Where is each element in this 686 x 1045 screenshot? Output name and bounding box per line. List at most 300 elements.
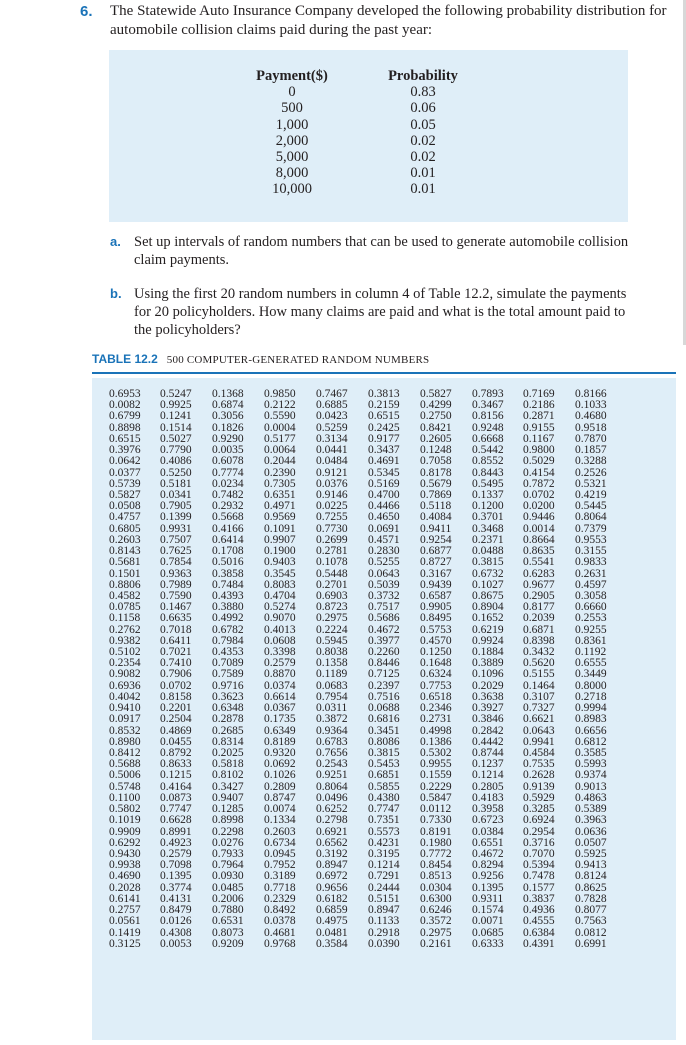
table-cell: 0.5151 — [368, 892, 400, 905]
table-cell: 0.2397 — [368, 679, 400, 692]
table-cell: 0.6799 — [109, 410, 141, 423]
table-cell: 0.3155 — [575, 545, 607, 558]
table-cell: 0.2044 — [264, 455, 296, 468]
table-cell: 0.2757 — [109, 904, 141, 917]
table-cell: 0.8983 — [575, 713, 607, 726]
table-cell: 0.3638 — [472, 690, 504, 703]
table-cell: 0.8635 — [523, 545, 555, 558]
table-cell: 0.6812 — [575, 735, 607, 748]
table-cell: 0.5389 — [575, 803, 607, 816]
table-cell: 0.0691 — [368, 522, 400, 535]
table-cell: 0.0074 — [264, 803, 296, 816]
table-cell: 0.5453 — [368, 758, 400, 771]
table-cell: 0.2762 — [109, 623, 141, 636]
table-cell: 0.0455 — [160, 735, 192, 748]
table-cell: 0.0441 — [316, 444, 348, 457]
table-cell: 0.4691 — [368, 455, 400, 468]
table-cell: 0.3872 — [316, 713, 348, 726]
table-cell: 0.4466 — [368, 500, 400, 513]
table-cell: 0.3623 — [212, 690, 244, 703]
table-cell: 0.6668 — [472, 432, 504, 445]
table-cell: 0.5118 — [420, 500, 452, 513]
probability-distribution-table — [109, 50, 628, 222]
table-cell: 0.3976 — [109, 444, 141, 457]
table-cell: 0.7089 — [212, 657, 244, 670]
table-cell: 0.0683 — [316, 679, 348, 692]
table-cell: 0.5016 — [212, 556, 244, 569]
table-cell: 0.1215 — [160, 769, 192, 782]
table-cell: 0.7351 — [368, 814, 400, 827]
table-cell: 0.0812 — [575, 926, 607, 939]
table-cell: 0.0367 — [264, 702, 296, 715]
table-cell: 0.0082 — [109, 399, 141, 412]
table-cell: 0.4308 — [160, 926, 192, 939]
table-cell: 0.4700 — [368, 488, 400, 501]
table-cell: 0.3189 — [264, 870, 296, 883]
table-cell: 0.5993 — [575, 758, 607, 771]
table-cell: 0.0341 — [160, 488, 192, 501]
probability-value: 0.06 — [410, 100, 436, 117]
table-cell: 0.8064 — [316, 780, 348, 793]
table-cell: 0.9716 — [212, 679, 244, 692]
table-cell: 0.7747 — [160, 803, 192, 816]
table-cell: 0.6921 — [316, 825, 348, 838]
table-cell: 0.4998 — [420, 724, 452, 737]
table-cell: 0.2603 — [109, 533, 141, 546]
table-cell: 0.9909 — [109, 825, 141, 838]
table-cell: 0.2781 — [316, 545, 348, 558]
table-cell: 0.4299 — [420, 399, 452, 412]
table-cell: 0.7905 — [160, 500, 192, 513]
table-cell: 0.3813 — [368, 388, 400, 400]
table-cell: 0.4681 — [264, 926, 296, 939]
table-cell: 0.8870 — [264, 668, 296, 681]
table-cell: 0.1900 — [264, 545, 296, 558]
table-cell: 0.6182 — [316, 892, 348, 905]
table-cell: 0.1200 — [472, 500, 504, 513]
table-cell: 0.5181 — [160, 477, 192, 490]
table-row — [92, 815, 676, 826]
table-cell: 0.6734 — [264, 836, 296, 849]
table-cell: 0.6656 — [575, 724, 607, 737]
table-cell: 0.2543 — [316, 758, 348, 771]
table-cell: 0.2186 — [523, 399, 555, 412]
table-cell: 0.9411 — [420, 522, 452, 535]
table-cell: 0.7880 — [212, 904, 244, 917]
table-cell: 0.5255 — [368, 556, 400, 569]
table-cell: 0.6351 — [264, 488, 296, 501]
table-cell: 0.3432 — [523, 646, 555, 659]
table-cell: 0.9924 — [472, 634, 504, 647]
table-cell: 0.8064 — [575, 511, 607, 524]
table-cell: 0.7018 — [160, 623, 192, 636]
table-cell: 0.1241 — [160, 410, 192, 423]
table-cell: 0.7169 — [523, 388, 555, 400]
table-cell: 0.2750 — [420, 410, 452, 423]
table-cell: 0.9413 — [575, 859, 607, 872]
table-cell: 0.6414 — [212, 533, 244, 546]
table-cell: 0.7954 — [316, 690, 348, 703]
table-cell: 0.1501 — [109, 567, 141, 580]
table-cell: 0.1395 — [472, 881, 504, 894]
table-cell: 0.6885 — [316, 399, 348, 412]
table-cell: 0.9768 — [264, 937, 296, 950]
table-cell: 0.3195 — [368, 847, 400, 860]
table-cell: 0.1133 — [368, 915, 400, 928]
table-cell: 0.5027 — [160, 432, 192, 445]
part-b-text: Using the first 20 random numbers in column 4 of Table 12.2, simulate the payments for 20 policyholders. How many claims are paid and what is the total amount paid to the policyholders? — [134, 286, 627, 338]
table-cell: 0.0561 — [109, 915, 141, 928]
table-cell: 0.7516 — [368, 690, 400, 703]
table-cell: 0.2444 — [368, 881, 400, 894]
table-cell: 0.0053 — [160, 937, 192, 950]
table-cell: 0.1559 — [420, 769, 452, 782]
table-cell: 0.0004 — [264, 421, 296, 434]
table-cell: 0.7517 — [368, 601, 400, 614]
table-cell: 0.3427 — [212, 780, 244, 793]
table-cell: 0.4584 — [523, 747, 555, 759]
table-cell: 0.7590 — [160, 589, 192, 602]
table-cell: 0.9070 — [264, 612, 296, 625]
table-cell: 0.4393 — [212, 589, 244, 602]
table-cell: 0.7327 — [523, 702, 555, 715]
table-cell: 0.6587 — [420, 589, 452, 602]
table-cell: 0.8086 — [368, 735, 400, 748]
table-cell: 0.3837 — [523, 892, 555, 905]
table-cell: 0.2122 — [264, 399, 296, 412]
table-cell: 0.8792 — [160, 747, 192, 759]
table-cell: 0.2905 — [523, 589, 555, 602]
table-cell: 0.8513 — [420, 870, 452, 883]
table-cell: 0.0930 — [212, 870, 244, 883]
table-cell: 0.9800 — [523, 444, 555, 457]
table-cell: 0.1368 — [212, 388, 244, 400]
table-cell: 0.9382 — [109, 634, 141, 647]
table-cell: 0.7656 — [316, 747, 348, 759]
table-cell: 0.0643 — [368, 567, 400, 580]
table-cell: 0.9146 — [316, 488, 348, 501]
table-cell: 0.5855 — [368, 780, 400, 793]
table-cell: 0.8000 — [575, 679, 607, 692]
table-cell: 0.0423 — [316, 410, 348, 423]
table-cell: 0.5847 — [420, 791, 452, 804]
table-cell: 0.1214 — [368, 859, 400, 872]
table-cell: 0.4757 — [109, 511, 141, 524]
table-cell: 0.7070 — [523, 847, 555, 860]
table-row — [92, 557, 676, 568]
table-cell: 0.2932 — [212, 500, 244, 513]
table-cell: 0.2039 — [523, 612, 555, 625]
table-cell: 0.4164 — [160, 780, 192, 793]
table-cell: 0.9248 — [472, 421, 504, 434]
table-cell: 0.7952 — [264, 859, 296, 872]
table-cell: 0.4704 — [264, 589, 296, 602]
table-cell: 0.4183 — [472, 791, 504, 804]
table-cell: 0.7984 — [212, 634, 244, 647]
table-cell: 0.9941 — [523, 735, 555, 748]
table-cell: 0.1019 — [109, 814, 141, 827]
table-cell: 0.9905 — [420, 601, 452, 614]
table-cell: 0.9139 — [523, 780, 555, 793]
table-row — [92, 714, 676, 725]
table-cell: 0.6348 — [212, 702, 244, 715]
table-cell: 0.0276 — [212, 836, 244, 849]
table-cell: 0.4869 — [160, 724, 192, 737]
table-cell: 0.9553 — [575, 533, 607, 546]
table-cell: 0.9209 — [212, 937, 244, 950]
table-cell: 0.2425 — [368, 421, 400, 434]
table-cell: 0.3449 — [575, 668, 607, 681]
probability-value: 0.02 — [410, 149, 436, 166]
table-cell: 0.9931 — [160, 522, 192, 535]
table-cell: 0.1884 — [472, 646, 504, 659]
table-cell: 0.1386 — [420, 735, 452, 748]
table-cell: 0.9403 — [264, 556, 296, 569]
table-cell: 0.8947 — [368, 904, 400, 917]
table-cell: 0.9251 — [316, 769, 348, 782]
table-cell: 0.2603 — [264, 825, 296, 838]
table-cell: 0.3285 — [523, 803, 555, 816]
table-cell: 0.6141 — [109, 892, 141, 905]
table-cell: 0.4975 — [316, 915, 348, 928]
table-cell: 0.5247 — [160, 388, 192, 400]
table-cell: 0.2830 — [368, 545, 400, 558]
table-cell: 0.4597 — [575, 578, 607, 591]
table-cell: 0.8727 — [420, 556, 452, 569]
table-cell: 0.0692 — [264, 758, 296, 771]
table-cell: 0.6324 — [420, 668, 452, 681]
table-cell: 0.5753 — [420, 623, 452, 636]
table-cell: 0.2631 — [575, 567, 607, 580]
table-cell: 0.8083 — [264, 578, 296, 591]
table-cell: 0.8980 — [109, 735, 141, 748]
table-cell: 0.1708 — [212, 545, 244, 558]
table-cell: 0.2371 — [472, 533, 504, 546]
table-cell: 0.9994 — [575, 702, 607, 715]
table-cell: 0.8178 — [420, 466, 452, 479]
table-cell: 0.8038 — [316, 646, 348, 659]
table-row — [92, 411, 676, 422]
table-cell: 0.8633 — [160, 758, 192, 771]
table-cell: 0.8744 — [472, 747, 504, 759]
table-cell: 0.3958 — [472, 803, 504, 816]
table-cell: 0.6349 — [264, 724, 296, 737]
table-cell: 0.2390 — [264, 466, 296, 479]
table-cell: 0.9938 — [109, 859, 141, 872]
table-cell: 0.9407 — [212, 791, 244, 804]
table-cell: 0.0374 — [264, 679, 296, 692]
table-cell: 0.4353 — [212, 646, 244, 659]
table-cell: 0.9363 — [160, 567, 192, 580]
table-cell: 0.5039 — [368, 578, 400, 591]
table-cell: 0.0917 — [109, 713, 141, 726]
table-cell: 0.1395 — [160, 870, 192, 883]
table-cell: 0.9320 — [264, 747, 296, 759]
table-cell: 0.0376 — [316, 477, 348, 490]
table-cell: 0.0642 — [109, 455, 141, 468]
table-cell: 0.9833 — [575, 556, 607, 569]
table-cell: 0.6953 — [109, 388, 141, 400]
table-cell: 0.3584 — [316, 937, 348, 950]
table-cell: 0.1214 — [472, 769, 504, 782]
table-cell: 0.9255 — [575, 623, 607, 636]
table-cell: 0.2028 — [109, 881, 141, 894]
table-cell: 0.9013 — [575, 780, 607, 793]
table-cell: 0.8454 — [420, 859, 452, 872]
table-cell: 0.0873 — [160, 791, 192, 804]
table-cell: 0.3125 — [109, 937, 141, 950]
table-cell: 0.4936 — [523, 904, 555, 917]
table-cell: 0.9955 — [420, 758, 452, 771]
table-cell: 0.9677 — [523, 578, 555, 591]
table-cell: 0.4672 — [472, 847, 504, 860]
table-cell: 0.7772 — [420, 847, 452, 860]
table-cell: 0.5029 — [523, 455, 555, 468]
table-cell: 0.1192 — [575, 646, 607, 659]
table-cell: 0.8077 — [575, 904, 607, 917]
table-cell: 0.5679 — [420, 477, 452, 490]
question-number: 6. — [80, 3, 93, 20]
table-cell: 0.2605 — [420, 432, 452, 445]
table-cell: 0.8412 — [109, 747, 141, 759]
table-cell: 0.7625 — [160, 545, 192, 558]
table-cell: 0.2975 — [420, 926, 452, 939]
table-cell: 0.8191 — [420, 825, 452, 838]
table-cell: 0.0390 — [368, 937, 400, 950]
table-cell: 0.0945 — [264, 847, 296, 860]
payment-value: 10,000 — [272, 181, 312, 198]
table-cell: 0.6551 — [472, 836, 504, 849]
table-cell: 0.7730 — [316, 522, 348, 535]
table-cell: 0.3437 — [368, 444, 400, 457]
table-cell: 0.2975 — [316, 612, 348, 625]
table-cell: 0.6871 — [523, 623, 555, 636]
table-cell: 0.0608 — [264, 634, 296, 647]
table-cell: 0.6555 — [575, 657, 607, 670]
table-cell: 0.5590 — [264, 410, 296, 423]
table-cell: 0.8947 — [316, 859, 348, 872]
probability-header: Probability — [388, 68, 458, 84]
table-cell: 0.9410 — [109, 702, 141, 715]
table-cell: 0.8904 — [472, 601, 504, 614]
table-cell: 0.5681 — [109, 556, 141, 569]
table-cell: 0.2699 — [316, 533, 348, 546]
table-cell: 0.6782 — [212, 623, 244, 636]
table-cell: 0.0304 — [420, 881, 452, 894]
table-cell: 0.1158 — [109, 612, 141, 625]
table-cell: 0.1735 — [264, 713, 296, 726]
table-cell: 0.4971 — [264, 500, 296, 513]
table-cell: 0.4690 — [109, 870, 141, 883]
table-cell: 0.3468 — [472, 522, 504, 535]
probability-column — [378, 68, 468, 198]
payment-value: 1,000 — [275, 116, 309, 133]
table-cell: 0.5827 — [109, 488, 141, 501]
table-cell: 0.8991 — [160, 825, 192, 838]
table-cell: 0.5259 — [316, 421, 348, 434]
table-cell: 0.2229 — [420, 780, 452, 793]
table-cell: 0.8495 — [420, 612, 452, 625]
table-cell: 0.0702 — [160, 679, 192, 692]
table-row — [92, 916, 676, 927]
table-cell: 0.9656 — [316, 881, 348, 894]
table-cell: 0.7478 — [523, 870, 555, 883]
table-cell: 0.2798 — [316, 814, 348, 827]
table-cell: 0.5929 — [523, 791, 555, 804]
table-cell: 0.5620 — [523, 657, 555, 670]
table-cell: 0.3815 — [472, 556, 504, 569]
table-cell: 0.2161 — [420, 937, 452, 950]
table-cell: 0.0064 — [264, 444, 296, 457]
table-caption — [92, 352, 429, 367]
table-cell: 0.9430 — [109, 847, 141, 860]
table-cell: 0.4391 — [523, 937, 555, 950]
table-cell: 0.6816 — [368, 713, 400, 726]
table-divider — [92, 372, 676, 374]
payment-value: 8,000 — [275, 165, 309, 182]
table-row — [92, 770, 676, 781]
table-cell: 0.0484 — [316, 455, 348, 468]
table-cell: 0.9177 — [368, 432, 400, 445]
table-cell: 0.1577 — [523, 881, 555, 894]
table-cell: 0.1027 — [472, 578, 504, 591]
table-cell: 0.4086 — [160, 455, 192, 468]
table-cell: 0.1337 — [472, 488, 504, 501]
table-cell: 0.2346 — [420, 702, 452, 715]
table-cell: 0.5688 — [109, 758, 141, 771]
table-cell: 0.0496 — [316, 791, 348, 804]
table-cell: 0.4680 — [575, 410, 607, 423]
table-cell: 0.8398 — [523, 634, 555, 647]
table-cell: 0.8166 — [575, 388, 607, 400]
table-cell: 0.8177 — [523, 601, 555, 614]
table-cell: 0.3585 — [575, 747, 607, 759]
probability-value: 0.05 — [410, 116, 436, 133]
table-cell: 0.7870 — [575, 432, 607, 445]
table-cell: 0.6562 — [316, 836, 348, 849]
table-cell: 0.6874 — [212, 399, 244, 412]
table-cell: 0.7893 — [472, 388, 504, 400]
table-cell: 0.5345 — [368, 466, 400, 479]
table-cell: 0.3288 — [575, 455, 607, 468]
table-cell: 0.6515 — [109, 432, 141, 445]
table-cell: 0.0112 — [420, 803, 452, 816]
table-cell: 0.0071 — [472, 915, 504, 928]
table-cell: 0.2298 — [212, 825, 244, 838]
table-cell: 0.0485 — [212, 881, 244, 894]
table-cell: 0.9907 — [264, 533, 296, 546]
table-row — [92, 669, 676, 680]
table-cell: 0.8998 — [212, 814, 244, 827]
table-cell: 0.7854 — [160, 556, 192, 569]
payment-header: Payment($) — [256, 68, 328, 84]
table-cell: 0.6246 — [420, 904, 452, 917]
table-cell: 0.9082 — [109, 668, 141, 681]
table-cell: 0.8102 — [212, 769, 244, 782]
table-cell: 0.6384 — [523, 926, 555, 939]
table-cell: 0.6805 — [109, 522, 141, 535]
table-cell: 0.0636 — [575, 825, 607, 838]
table-cell: 0.8675 — [472, 589, 504, 602]
table-cell: 0.2805 — [472, 780, 504, 793]
table-cell: 0.7507 — [160, 533, 192, 546]
table-cell: 0.3815 — [368, 747, 400, 759]
table-cell: 0.6723 — [472, 814, 504, 827]
table-cell: 0.2553 — [575, 612, 607, 625]
table-cell: 0.3880 — [212, 601, 244, 614]
table-cell: 0.6903 — [316, 589, 348, 602]
table-cell: 0.8446 — [368, 657, 400, 670]
